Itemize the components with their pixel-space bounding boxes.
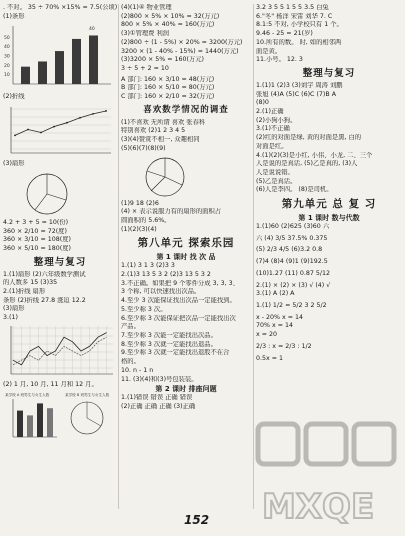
data-point (79, 117, 81, 119)
y-tick-label: 10 (4, 73, 10, 79)
text-line: (6)人是李四。 (8)是司机。 (256, 186, 333, 194)
text-line: 3.(1)不正确 (256, 125, 290, 133)
text-line: 3 ÷ 5 + 2 = 10 (121, 64, 169, 72)
text-line: (3)①管理费 利润 (121, 30, 170, 38)
text-line: (3)(4)赞赏不相一, 众趣相同 (121, 136, 200, 144)
text-line: (8)0 (256, 99, 269, 107)
text-line: x - 20% x = 14 (256, 313, 304, 321)
text-line: (4) × 表示说服力有的扇形的面积占 (121, 208, 222, 216)
text-line: (3)3200 × 5% = 160(万元) (121, 56, 205, 64)
data-point (92, 113, 94, 115)
data-point (105, 110, 107, 112)
text-line: (2)800 ÷ (1 - 5%) × 20% = 3200(万元) (121, 38, 243, 46)
bar (21, 67, 30, 84)
text-line: 3.2 3 5 5 1 5 5 3.5 白兔 (256, 4, 329, 11)
text-line: 360 × 3/10 = 108(度) (3, 236, 71, 244)
text-line: 6."冬" 杨洋 宋雷 刘华 7. C (256, 12, 333, 20)
text-line: (2)小狗小狗。 (256, 116, 297, 124)
text-line: 3.(1) (3, 314, 18, 322)
text-line: (1)不喜欢 无所谓 喜欢 张春科 (121, 118, 206, 126)
bar (72, 39, 81, 84)
text-line: x = 20 (256, 331, 278, 339)
text-line: (5)乙是真话。 (256, 177, 297, 185)
text-line: A 部门: 160 × 3/10 = 48(万元) (121, 75, 215, 83)
text-line: 11. (3)(4)和(3)号包装装。 (121, 375, 198, 383)
text-line: 六 (4) 3/5 37.5% 0.375 (256, 234, 328, 242)
text-line: . 不对。 35 ÷ 70% ×15% = 7.5(公顷) (3, 4, 117, 11)
text-line: 2/3 : x = 2/3 : 1/2 (256, 342, 312, 350)
bar-chart-5 (3, 391, 115, 443)
text-line: 360 × 5/10 = 180(度) (3, 244, 71, 252)
data-point (40, 132, 42, 134)
text-line: 2.(1)折线 扇形 (3, 288, 46, 296)
section-heading: 第八单元 探索乐园 (137, 237, 235, 250)
page-number: 152 (184, 513, 210, 527)
text-line: 3.不正确。如果把 9 个零件分成 3, 3, 3、 (121, 279, 239, 287)
text-line: (1)9 18 (2)6 (121, 199, 159, 207)
right-column (256, 4, 402, 363)
text-line: 11.小号。 12. 3 (256, 56, 303, 64)
pie-chart-6 (121, 155, 249, 199)
bar (38, 62, 47, 85)
lesson-heading: 第 1 课时 数与代数 (298, 214, 360, 223)
text-line: 对面是红。 (256, 142, 288, 150)
text-line: 1.(1) 1/2 = 5/2 3 2 5/2 (256, 301, 327, 309)
text-line: 2.(1) × (2) × (3) √ (4) √ (256, 281, 331, 289)
text-line: 6.至少称 3 次能保证把次品一定能找出次 (121, 314, 236, 322)
data-point (66, 122, 68, 124)
text-line: (4)(1)④ 物业管理 (121, 4, 172, 11)
svg-text:MXQE: MXQE (262, 487, 375, 527)
text-line: 5.至少称 3 次。 (121, 305, 167, 313)
bar (17, 410, 23, 436)
text-line: 人是说说错。 (256, 168, 294, 176)
text-line: 圆面积的 5.6%。 (121, 216, 171, 224)
legend-entry: 某学校 B 班男生与女生人数 (65, 392, 110, 397)
text-line: (3)扇形 (3, 160, 25, 168)
text-line: 3 个称, 可以快速找出次品。 (121, 288, 201, 296)
column-divider (118, 4, 119, 509)
text-line: C 部门: 160 × 2/10 = 32(万元) (121, 93, 215, 101)
text-line: 9.至少称 3 次就一定能找出退股不在合 (121, 349, 230, 357)
text-line: 3.(1) A (2) A (256, 290, 295, 298)
text-line: 70% x = 14 (256, 322, 294, 330)
bar (47, 408, 53, 437)
text-line: 特别喜欢 (2)1 2 3 4 5 (121, 127, 186, 135)
bar (55, 51, 64, 84)
text-line: 4.2 + 3 + 5 = 10(份) (3, 218, 69, 226)
y-tick-label: 40 (4, 45, 10, 51)
text-line: 1.(1)错误 错误 正确 错误 (121, 394, 193, 402)
text-line: (2)正确 正确 正确 (3)正确 (121, 402, 196, 410)
text-line: (2)红的对面是绿, 黄的对面是黑, 白的 (256, 134, 362, 142)
y-tick-label: 50 (4, 36, 10, 42)
text-line: (1)条形 (3, 12, 25, 20)
text-line: (2)800 × 5% × 10% = 32(万元) (121, 12, 220, 20)
text-line: 条形 (2)折线 27.8 涨迫 12.2 (3, 296, 86, 304)
text-line: 4.至少 3 次能保证找出次品一定能找到。 (121, 297, 236, 305)
data-point (27, 129, 29, 131)
text-line: (2) 1 月, 10 月, 11 月和 12 月。 (3, 380, 98, 388)
section-heading: 喜欢数学情况的调查 (143, 104, 229, 115)
left-column (3, 4, 117, 444)
data-point (14, 135, 16, 137)
text-line: 格的。 (121, 358, 140, 366)
text-line: 4.(1)(2)(3)是小红, 小伟、小龙, 二、三个 (256, 151, 373, 159)
text-line: (7)4 (8)4 (9)1 (9)192.5 (256, 258, 328, 266)
lesson-heading: 第 2 课时 排座问题 (155, 385, 217, 394)
bar (89, 36, 98, 85)
bar-chart-1 (3, 22, 115, 92)
text-line: (5)(6)(7)(8)(9) (121, 144, 166, 152)
line-chart-2 (3, 103, 115, 159)
line-chart-4 (3, 324, 115, 380)
lesson-heading: 第 1 课时 找 次 品 (156, 253, 216, 262)
text-line: 面是黄。 (256, 47, 282, 55)
data-point (53, 126, 55, 128)
section-heading: 整理与复习 (302, 67, 356, 79)
text-line: 10.所有的数。 时, 如的相邻两 (256, 38, 342, 46)
watermark-logo (252, 418, 402, 536)
text-line: 1.(1)1 (2)3 (3)刘宇 周涛 刘鹏 (256, 81, 343, 89)
text-line: 3200 × (1 - 40% - 15%) = 1440(万元) (121, 47, 239, 55)
text-line: 0.5x = 1 (256, 354, 284, 362)
bar (27, 415, 33, 437)
text-line: (3)扇形 (3, 305, 25, 313)
y-tick-label: 30 (4, 54, 10, 60)
section-heading: 整理与复习 (33, 256, 87, 268)
text-line: (1)(2)(3)(4) (121, 225, 157, 233)
bar (37, 403, 43, 437)
text-line: 10. n - 1 n (121, 366, 154, 374)
data-label: 40 (89, 27, 95, 33)
text-line: 360 × 2/10 = 72(度) (3, 227, 67, 235)
text-line: 产品。 (121, 323, 140, 331)
section-heading: 第九单元 总 复 习 (281, 198, 377, 211)
text-line: 人是说的是真话, (5)乙是真的, (3)人 (256, 160, 358, 168)
text-line: 的人数多 15 (3)35 (3, 279, 58, 287)
middle-column (121, 4, 251, 412)
text-line: 2.(1)3 13 5 3 2 (2)3 13 5 3 2 (121, 271, 211, 279)
legend-entry: 某学校 A 班男生与女生人数 (5, 392, 50, 397)
text-line: 9.46 - 25 = 21(岁) (256, 30, 313, 38)
text-line: 800 × 5% × 40% = 160(万元) (121, 21, 215, 29)
text-line: 8.至少称 3 次就一定能找出退品。 (121, 340, 217, 348)
pie-chart-3 (3, 170, 115, 218)
text-line: (2)折线 (3, 93, 25, 101)
text-line: B 部门: 160 × 5/10 = 80(万元) (121, 84, 215, 92)
text-line: 张旭 (4)A (5)C (6)C (7)B A (256, 90, 337, 98)
text-line: 1.(1)60 (2)625 (3)60 六 (256, 223, 330, 231)
text-line: (5) 2/3 4/5 (6)3.2 0.8 (256, 246, 323, 254)
text-line: 1.(1) 3 1 3 (2)3 3 (121, 262, 175, 270)
text-line: 2.(1)正确 (256, 108, 284, 116)
text-line: (10)1.27 (11) 0.87 5/12 (256, 269, 331, 277)
text-line: 7.至少称 3 次能一定能找出次品。 (121, 331, 217, 339)
text-line: 1.(1)扇形 (2)六年级数学测试 (3, 270, 86, 278)
y-tick-label: 20 (4, 64, 10, 70)
text-line: 8.1:5 不对, 小学校只有 1 个。 (256, 21, 343, 29)
